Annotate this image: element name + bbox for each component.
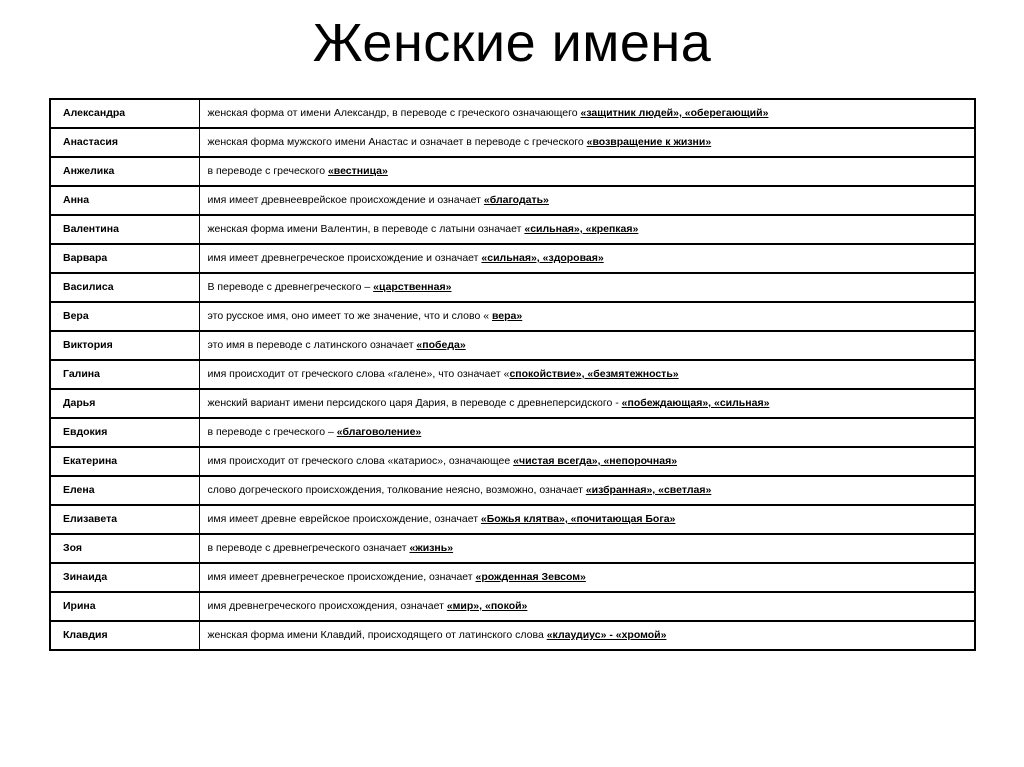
name-cell: Елизавета bbox=[50, 505, 199, 534]
name-cell: Варвара bbox=[50, 244, 199, 273]
meaning-text: «Божья клятва», «почитающая Бога» bbox=[480, 513, 676, 525]
name-cell: Валентина bbox=[50, 215, 199, 244]
table-row bbox=[50, 447, 975, 476]
table-row bbox=[50, 621, 975, 650]
meaning-text: «сильная», «крепкая» bbox=[524, 223, 639, 235]
description-text: имя древнегреческого происхождения, означает bbox=[207, 600, 447, 612]
table-row bbox=[50, 302, 975, 331]
description-text: В переводе с древнегреческого – bbox=[207, 281, 374, 293]
name-cell: Виктория bbox=[50, 331, 199, 360]
table-row bbox=[50, 128, 975, 157]
description-text: имя имеет древнегреческое происхождение, означает bbox=[207, 571, 476, 583]
name-cell: Дарья bbox=[50, 389, 199, 418]
name-cell: Вера bbox=[50, 302, 199, 331]
table-row bbox=[50, 215, 975, 244]
meaning-text: «возвращение к жизни» bbox=[586, 136, 712, 148]
table-row bbox=[50, 360, 975, 389]
name-cell: Анна bbox=[50, 186, 199, 215]
name-cell: Анастасия bbox=[50, 128, 199, 157]
meaning-text: «благодать» bbox=[483, 194, 549, 206]
meaning-text: «избранная», «светлая» bbox=[585, 484, 712, 496]
slide-title: Женские имена bbox=[312, 13, 712, 73]
meaning-text: спокойствие», «безмятежность» bbox=[509, 368, 679, 380]
description-text: это имя в переводе с латинского означает bbox=[207, 339, 417, 351]
description-cell bbox=[199, 534, 975, 563]
table-row bbox=[50, 331, 975, 360]
names-table-body bbox=[50, 99, 975, 650]
name-cell: Екатерина bbox=[50, 447, 199, 476]
description-cell bbox=[199, 563, 975, 592]
description-text: имя происходит от греческого слова «катариос», означающее bbox=[207, 455, 514, 467]
description-cell bbox=[199, 360, 975, 389]
description-cell bbox=[199, 476, 975, 505]
meaning-text: «царственная» bbox=[373, 281, 452, 293]
description-cell bbox=[199, 244, 975, 273]
table-row bbox=[50, 505, 975, 534]
table-row bbox=[50, 534, 975, 563]
meaning-text: «побеждающая», «сильная» bbox=[621, 397, 770, 409]
name-cell: Зоя bbox=[50, 534, 199, 563]
description-text: слово догреческого происхождения, толкование неясно, возможно, означает bbox=[207, 484, 586, 496]
meaning-text: «благоволение» bbox=[336, 426, 422, 438]
table-row bbox=[50, 157, 975, 186]
description-text: женская форма мужского имени Анастас и означает в переводе с греческого bbox=[207, 136, 587, 148]
description-cell bbox=[199, 215, 975, 244]
description-text: женская форма от имени Александр, в переводе с греческого означающего bbox=[207, 107, 581, 119]
description-cell bbox=[199, 389, 975, 418]
description-text: в переводе с греческого – bbox=[207, 426, 337, 438]
description-text: женский вариант имени персидского царя Дария, в переводе с древнеперсидского - bbox=[207, 397, 622, 409]
table-row bbox=[50, 476, 975, 505]
description-cell bbox=[199, 621, 975, 650]
name-cell: Василиса bbox=[50, 273, 199, 302]
meaning-text: «клаудиус» - «хромой» bbox=[546, 629, 667, 641]
name-cell: Зинаида bbox=[50, 563, 199, 592]
description-cell bbox=[199, 592, 975, 621]
description-cell bbox=[199, 418, 975, 447]
description-text: имя происходит от греческого слова «галене», что означает « bbox=[207, 368, 510, 380]
table-row bbox=[50, 592, 975, 621]
description-cell bbox=[199, 447, 975, 476]
description-cell bbox=[199, 331, 975, 360]
description-text: это русское имя, оно имеет то же значение, что и слово « bbox=[207, 310, 492, 322]
name-cell: Ирина bbox=[50, 592, 199, 621]
name-cell: Евдокия bbox=[50, 418, 199, 447]
description-cell bbox=[199, 273, 975, 302]
description-text: имя имеет древнегреческое происхождение и означает bbox=[207, 252, 482, 264]
description-text: в переводе с древнегреческого означает bbox=[207, 542, 410, 554]
description-text: женская форма имени Клавдий, происходящего от латинского слова bbox=[207, 629, 547, 641]
name-cell: Александра bbox=[50, 99, 199, 128]
name-cell: Анжелика bbox=[50, 157, 199, 186]
meaning-text: «рожденная Зевсом» bbox=[475, 571, 586, 583]
description-cell bbox=[199, 186, 975, 215]
table-row bbox=[50, 389, 975, 418]
meaning-text: «защитник людей», «оберегающий» bbox=[580, 107, 769, 119]
table-row bbox=[50, 273, 975, 302]
meaning-text: вера» bbox=[491, 310, 523, 322]
name-cell: Елена bbox=[50, 476, 199, 505]
description-text: имя имеет древнееврейское происхождение и означает bbox=[207, 194, 484, 206]
name-cell: Галина bbox=[50, 360, 199, 389]
description-text: в переводе с греческого bbox=[207, 165, 328, 177]
table-row bbox=[50, 186, 975, 215]
description-text: имя имеет древне еврейское происхождение, означает bbox=[207, 513, 481, 525]
table-row bbox=[50, 418, 975, 447]
meaning-text: «победа» bbox=[416, 339, 466, 351]
description-cell bbox=[199, 302, 975, 331]
table-row bbox=[50, 244, 975, 273]
description-cell bbox=[199, 128, 975, 157]
name-cell: Клавдия bbox=[50, 621, 199, 650]
names-table bbox=[49, 98, 976, 651]
meaning-text: «вестница» bbox=[327, 165, 388, 177]
table-row bbox=[50, 99, 975, 128]
description-text: женская форма имени Валентин, в переводе с латыни означает bbox=[207, 223, 525, 235]
table-row bbox=[50, 563, 975, 592]
meaning-text: «жизнь» bbox=[409, 542, 454, 554]
meaning-text: «мир», «покой» bbox=[446, 600, 528, 612]
description-cell bbox=[199, 157, 975, 186]
meaning-text: «чистая всегда», «непорочная» bbox=[513, 455, 678, 467]
description-cell bbox=[199, 505, 975, 534]
description-cell bbox=[199, 99, 975, 128]
meaning-text: «сильная», «здоровая» bbox=[481, 252, 604, 264]
